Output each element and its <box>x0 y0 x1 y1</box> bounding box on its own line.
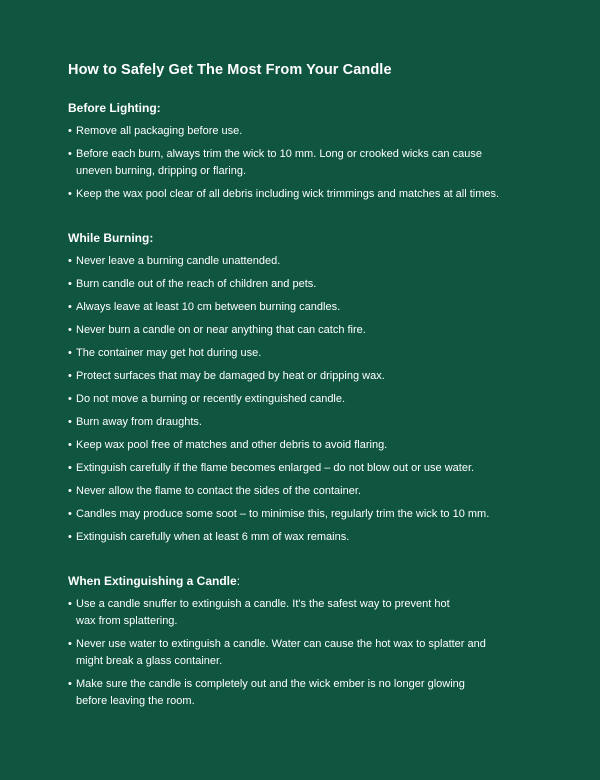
list-item: • Before each burn, always trim the wick to 10 mm. Long or crooked wicks can cause uneven burning, dripping or flaring. <box>68 146 516 180</box>
list-item: • Never allow the flame to contact the sides of the container. <box>68 483 538 500</box>
section-when-extinguishing <box>68 574 538 710</box>
section-heading-before-lighting: Before Lighting: <box>68 101 161 115</box>
candle-safety-document <box>68 62 538 738</box>
when-extinguishing-list <box>68 596 538 710</box>
list-item: • Use a candle snuffer to extinguish a candle. It's the safest way to prevent hot wax from splattering. <box>68 596 468 630</box>
before-lighting-list <box>68 123 538 203</box>
section-before-lighting <box>68 101 538 203</box>
list-item: • Extinguish carefully when at least 6 mm of wax remains. <box>68 529 538 546</box>
list-item: • Burn away from draughts. <box>68 414 538 431</box>
section-heading-when-extinguishing <box>68 574 538 588</box>
section-heading-colon: : <box>236 574 241 588</box>
list-item: • Never use water to extinguish a candle. Water can cause the hot wax to splatter and might break a glass container. <box>68 636 501 670</box>
section-heading-while-burning: While Burning: <box>68 231 154 245</box>
list-item: • Keep wax pool free of matches and other debris to avoid flaring. <box>68 437 538 454</box>
list-item: • Do not move a burning or recently extinguished candle. <box>68 391 538 408</box>
list-item: • The container may get hot during use. <box>68 345 538 362</box>
list-item: • Remove all packaging before use. <box>68 123 538 140</box>
list-item: • Never leave a burning candle unattended. <box>68 253 538 270</box>
section-while-burning <box>68 231 538 546</box>
list-item: • Protect surfaces that may be damaged by heat or dripping wax. <box>68 368 538 385</box>
list-item: • Make sure the candle is completely out and the wick ember is no longer glowing before leaving the room. <box>68 676 466 710</box>
page-title: How to Safely Get The Most From Your Candle <box>68 62 392 78</box>
list-item: • Always leave at least 10 cm between burning candles. <box>68 299 538 316</box>
list-item: • Extinguish carefully if the flame becomes enlarged – do not blow out or use water. <box>68 460 556 477</box>
list-item: • Burn candle out of the reach of children and pets. <box>68 276 538 293</box>
list-item: • Candles may produce some soot – to minimise this, regularly trim the wick to 10 mm. <box>68 506 556 523</box>
section-heading-text: When Extinguishing a Candle <box>68 574 237 588</box>
list-item: • Keep the wax pool clear of all debris including wick trimmings and matches at all times. <box>68 186 538 203</box>
while-burning-list <box>68 253 538 546</box>
list-item: • Never burn a candle on or near anything that can catch fire. <box>68 322 538 339</box>
